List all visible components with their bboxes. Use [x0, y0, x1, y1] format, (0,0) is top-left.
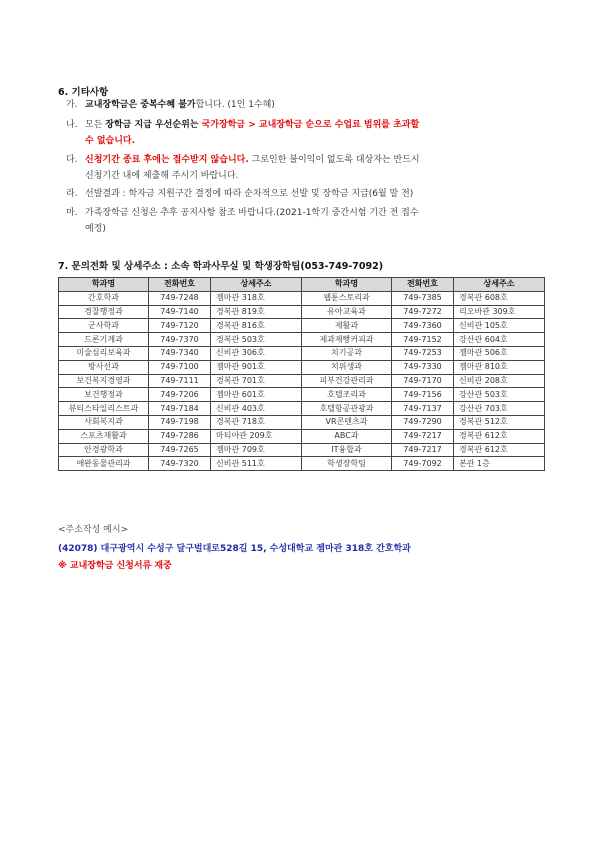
cell-address: 신비관 511호 — [211, 457, 302, 471]
address-example-heading: <주소작성 예시> — [58, 525, 129, 535]
note-item-da — [66, 153, 546, 183]
column-header-phone: 전화번호 — [149, 278, 211, 292]
cell-department: 제활과 — [302, 319, 392, 333]
cell-department: 방사선과 — [59, 360, 149, 374]
cell-department: 피부건강관리과 — [302, 374, 392, 388]
note-item-na — [66, 118, 546, 148]
cell-phone: 749-7170 — [392, 374, 454, 388]
cell-address: 경복관 608호 — [454, 291, 545, 305]
cell-phone: 749-7320 — [149, 457, 211, 471]
item-label: 마. — [66, 208, 78, 218]
table-row — [59, 429, 545, 443]
table-row — [59, 346, 545, 360]
cell-phone: 749-7385 — [392, 291, 454, 305]
cell-department: 보건복지경영과 — [59, 374, 149, 388]
cell-department: 미술심리보육과 — [59, 346, 149, 360]
column-header-phone: 전화번호 — [392, 278, 454, 292]
item-text: 합니다. (1인 1수혜) — [195, 100, 275, 110]
table-row — [59, 333, 545, 347]
item-bold-text: 교내장학금은 중복수혜 불가 — [85, 100, 196, 110]
cell-phone: 749-7184 — [149, 402, 211, 416]
cell-address: 신비관 306호 — [211, 346, 302, 360]
cell-phone: 749-7340 — [149, 346, 211, 360]
note-item-ma — [66, 206, 546, 236]
column-header-address: 상세주소 — [211, 278, 302, 292]
cell-department: 간호학과 — [59, 291, 149, 305]
cell-department: 드론기계과 — [59, 333, 149, 347]
cell-department: 치위생과 — [302, 360, 392, 374]
item-label: 라. — [66, 189, 78, 199]
cell-department: 뷰티스타일리스트과 — [59, 402, 149, 416]
cell-phone: 749-7100 — [149, 360, 211, 374]
cell-phone: 749-7290 — [392, 415, 454, 429]
cell-department: 스포츠재활과 — [59, 429, 149, 443]
cell-department: 군사학과 — [59, 319, 149, 333]
cell-phone: 749-7156 — [392, 388, 454, 402]
cell-phone: 749-7286 — [149, 429, 211, 443]
item-text: 가족장학금 신청은 추후 공지사항 참조 바랍니다.(2021-1학기 중간시험 기간 전 접수 — [85, 208, 419, 218]
cell-department: 호텔조리과 — [302, 388, 392, 402]
cell-phone: 749-7092 — [392, 457, 454, 471]
item-label: 가. — [66, 100, 78, 110]
cell-address: 경복관 819호 — [211, 305, 302, 319]
item-text: 선발결과 : 학자금 지원구간 결정에 따라 순차적으로 선발 및 장학금 지급(6월 말 전) — [85, 189, 414, 199]
section-7-title: 7. 문의전화 및 상세주소 : 소속 학과사무실 및 학생장학팀(053-749-7092) — [58, 261, 384, 272]
cell-department: 제과제빵커피과 — [302, 333, 392, 347]
cell-phone: 749-7330 — [392, 360, 454, 374]
item-warning-text: 신청기간 종료 후에는 접수받지 않습니다. — [85, 155, 249, 165]
table-row — [59, 291, 545, 305]
cell-department: 안경광학과 — [59, 443, 149, 457]
cell-phone: 749-7137 — [392, 402, 454, 416]
cell-phone: 749-7140 — [149, 305, 211, 319]
item-label: 다. — [66, 155, 78, 165]
cell-address: 신비관 208호 — [454, 374, 545, 388]
item-text-cont: 예정) — [85, 224, 106, 234]
cell-phone: 749-7198 — [149, 415, 211, 429]
item-text: 모든 — [85, 120, 106, 130]
cell-department: 치기공과 — [302, 346, 392, 360]
cell-phone: 749-7265 — [149, 443, 211, 457]
cell-address: 리오바관 309호 — [454, 305, 545, 319]
cell-address: 젬마관 901호 — [211, 360, 302, 374]
cell-phone: 749-7206 — [149, 388, 211, 402]
cell-address: 신비관 403호 — [211, 402, 302, 416]
table-row — [59, 457, 545, 471]
envelope-note: ※ 교내장학금 신청서류 재중 — [58, 561, 172, 571]
cell-department: ABC과 — [302, 429, 392, 443]
section-6-title: 6. 기타사항 — [58, 87, 109, 98]
cell-phone: 749-7360 — [392, 319, 454, 333]
cell-address: 경복관 503호 — [211, 333, 302, 347]
cell-address: 본관 1층 — [454, 457, 545, 471]
cell-department: 학생장학팀 — [302, 457, 392, 471]
cell-address: 강산관 604호 — [454, 333, 545, 347]
cell-department: 호텔항공관광과 — [302, 402, 392, 416]
cell-address: 젬마관 709호 — [211, 443, 302, 457]
item-bold-text: 장학금 지급 우선순위는 — [105, 120, 202, 130]
cell-address: 젬마관 318호 — [211, 291, 302, 305]
cell-address: 마티아관 209호 — [211, 429, 302, 443]
column-header-address: 상세주소 — [454, 278, 545, 292]
cell-phone: 749-7152 — [392, 333, 454, 347]
table-row — [59, 443, 545, 457]
table-row — [59, 374, 545, 388]
cell-phone: 749-7248 — [149, 291, 211, 305]
department-contact-table — [58, 277, 545, 471]
cell-department: 유아교육과 — [302, 305, 392, 319]
note-item-ga — [66, 98, 546, 112]
table-header-row — [59, 278, 545, 292]
table-row — [59, 415, 545, 429]
table-row — [59, 360, 545, 374]
cell-address: 경복관 612호 — [454, 429, 545, 443]
cell-phone: 749-7253 — [392, 346, 454, 360]
table-row — [59, 305, 545, 319]
cell-department: VR콘텐츠과 — [302, 415, 392, 429]
table-row — [59, 402, 545, 416]
cell-phone: 749-7217 — [392, 429, 454, 443]
cell-phone: 749-7272 — [392, 305, 454, 319]
cell-department: 웹툰스토리과 — [302, 291, 392, 305]
cell-phone: 749-7111 — [149, 374, 211, 388]
cell-address: 경복관 612호 — [454, 443, 545, 457]
cell-address: 경복관 718호 — [211, 415, 302, 429]
cell-phone: 749-7120 — [149, 319, 211, 333]
cell-department: 애완동물관리과 — [59, 457, 149, 471]
cell-address: 경복관 512호 — [454, 415, 545, 429]
cell-department: 경찰행정과 — [59, 305, 149, 319]
cell-address: 경복관 701호 — [211, 374, 302, 388]
cell-address: 젬마관 506호 — [454, 346, 545, 360]
column-header-department: 학과명 — [302, 278, 392, 292]
cell-department: IT융합과 — [302, 443, 392, 457]
cell-address: 신비관 105호 — [454, 319, 545, 333]
note-item-ra — [66, 187, 546, 201]
cell-department: 보건행정과 — [59, 388, 149, 402]
table-row — [59, 319, 545, 333]
cell-address: 강산관 703호 — [454, 402, 545, 416]
cell-phone: 749-7370 — [149, 333, 211, 347]
item-text: 그로인한 불이익이 없도록 대상자는 반드시 — [248, 155, 420, 165]
item-label: 나. — [66, 120, 78, 130]
cell-address: 경복관 816호 — [211, 319, 302, 333]
item-text-cont: 신청기간 내에 제출해 주시기 바랍니다. — [85, 171, 239, 181]
address-example: (42078) 대구광역시 수성구 달구벌대로528길 15, 수성대학교 젬마관 318호 간호학과 — [58, 544, 411, 554]
cell-address: 강산관 503호 — [454, 388, 545, 402]
cell-address: 젬마관 810호 — [454, 360, 545, 374]
cell-address: 젬마관 601호 — [211, 388, 302, 402]
cell-department: 사회복지과 — [59, 415, 149, 429]
cell-phone: 749-7217 — [392, 443, 454, 457]
item-warning-text-cont: 수 없습니다. — [85, 136, 136, 146]
item-warning-text: 국가장학금 > 교내장학금 순으로 수업료 범위를 초과할 — [201, 120, 420, 130]
column-header-department: 학과명 — [59, 278, 149, 292]
table-row — [59, 388, 545, 402]
